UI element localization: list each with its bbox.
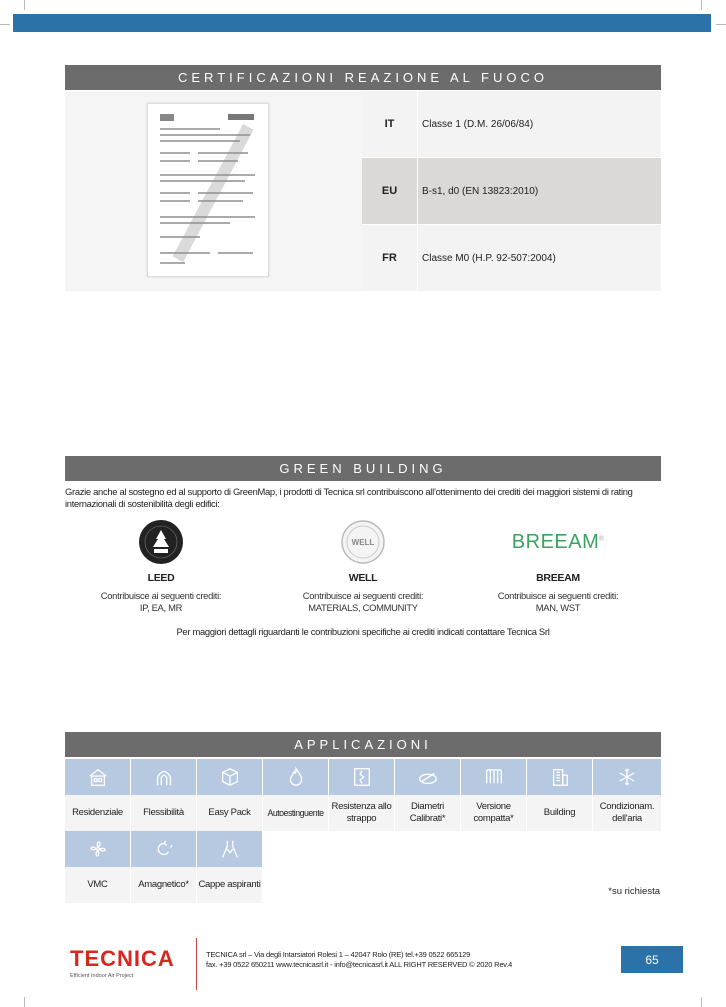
leed-logo	[61, 520, 261, 564]
cert-row-eu	[362, 158, 661, 224]
well-name: WELL	[348, 572, 378, 584]
app-label-easy-pack: Easy Pack	[197, 795, 262, 831]
app-label-residenziale: Residenziale	[65, 795, 130, 831]
app-label-resistenza: Resistenza allo strappo	[329, 795, 394, 831]
crop-mark	[701, 0, 702, 10]
cert-row-it	[362, 91, 661, 157]
easy-pack-icon	[197, 759, 262, 795]
well-logo	[263, 520, 463, 564]
well-desc	[263, 590, 463, 614]
svg-text:WELL: WELL	[351, 538, 375, 547]
breeam-name: BREEAM	[536, 572, 580, 584]
cert-table	[65, 91, 661, 291]
app-label-autoestinguente: Autoestinguente	[263, 795, 328, 831]
breeam-desc-line1: Contribuisce ai seguenti crediti:	[497, 590, 619, 601]
cert-row-fr	[362, 225, 661, 291]
magnet-icon	[131, 831, 196, 867]
app-label-vmc: VMC	[65, 867, 130, 903]
su-richiesta-footnote: *su richiesta	[608, 886, 660, 897]
footer-address	[206, 950, 512, 970]
well-desc-line1: Contribuisce ai seguenti crediti:	[302, 590, 424, 601]
leed-desc-line2: IP, EA, MR	[139, 602, 183, 613]
cert-country-code: IT	[362, 91, 418, 157]
flexibility-icon	[131, 759, 196, 795]
breeam-logo: BREEAM®	[511, 530, 605, 553]
app-label-amagnetico: Amagnetico*	[131, 867, 196, 903]
breeam-column	[458, 520, 658, 614]
app-label-cappe: Cappe aspiranti	[197, 867, 262, 903]
brand-tagline: Efficient Indoor Air Project	[70, 973, 134, 979]
footer-line2: fax. +39 0522 650211 www.tecnicasrl.it - info@tecnicasrl.it ALL RIGHT RESERVED © 2020 Rev.4	[206, 960, 513, 969]
applicazioni-section-title: APPLICAZIONI	[65, 732, 661, 757]
app-label-condizionamento: Condizionam. dell'aria	[593, 795, 661, 831]
suction-hood-icon	[197, 831, 262, 867]
certificate-image-cell	[65, 91, 362, 291]
crop-mark	[24, 0, 25, 10]
breeam-desc	[458, 590, 658, 614]
crop-mark	[24, 997, 25, 1007]
fan-icon	[65, 831, 130, 867]
app-label-flessibilita: Flessibilità	[131, 795, 196, 831]
building-icon	[527, 759, 592, 795]
leed-column	[61, 520, 261, 614]
cert-value: B-s1, d0 (EN 13823:2010)	[422, 185, 539, 197]
footer-line1: TECNICA srl – Via degli Intarsiatori Rolesi 1 – 42047 Rolo (RE) tel.+39 0522 665129	[206, 950, 471, 959]
app-label-versione: Versione compatta*	[461, 795, 526, 831]
crop-mark	[701, 997, 702, 1007]
app-label-building: Building	[527, 795, 592, 831]
well-desc-line2: MATERIALS, COMMUNITY	[308, 602, 418, 613]
leed-name: LEED	[147, 572, 175, 584]
cert-country-code: EU	[362, 158, 418, 224]
crop-mark	[716, 24, 726, 25]
leed-desc-line1: Contribuisce ai seguenti crediti:	[100, 590, 222, 601]
green-building-intro: Grazie anche al sostegno ed al supporto di GreenMap, i prodotti di Tecnica srl contribuiscono all’ottenimento dei crediti dei maggiori sistemi di rating internazionali di sostenibilità degli edifici:	[65, 486, 633, 509]
residential-icon	[65, 759, 130, 795]
header-accent-bar	[13, 14, 711, 32]
app-label-diametri: Diametri Calibrati*	[395, 795, 460, 831]
brand-name: TECNICA	[70, 946, 175, 971]
cert-country-code: FR	[362, 225, 418, 291]
footer-divider	[196, 938, 197, 990]
crop-mark	[0, 24, 10, 25]
cert-value: Classe M0 (H.P. 92-507:2004)	[422, 252, 556, 264]
page-number: 65	[621, 946, 683, 973]
green-building-note: Per maggiori dettagli riguardanti le contribuzioni specifiche ai crediti indicati contattare Tecnica Srl	[176, 626, 550, 637]
tecnica-logo	[70, 946, 175, 979]
green-building-section-title: GREEN BUILDING	[65, 456, 661, 481]
breeam-desc-line2: MAN, WST	[535, 602, 581, 613]
calibrated-diameter-icon	[395, 759, 460, 795]
flame-icon	[263, 759, 328, 795]
certificate-document-image	[147, 103, 269, 277]
leed-desc	[61, 590, 261, 614]
cert-section-title: CERTIFICAZIONI REAZIONE AL FUOCO	[65, 65, 661, 90]
cert-value: Classe 1 (D.M. 26/06/84)	[422, 118, 534, 130]
tear-resistance-icon	[329, 759, 394, 795]
air-conditioning-icon	[593, 759, 661, 795]
compact-version-icon	[461, 759, 526, 795]
well-column	[263, 520, 463, 614]
